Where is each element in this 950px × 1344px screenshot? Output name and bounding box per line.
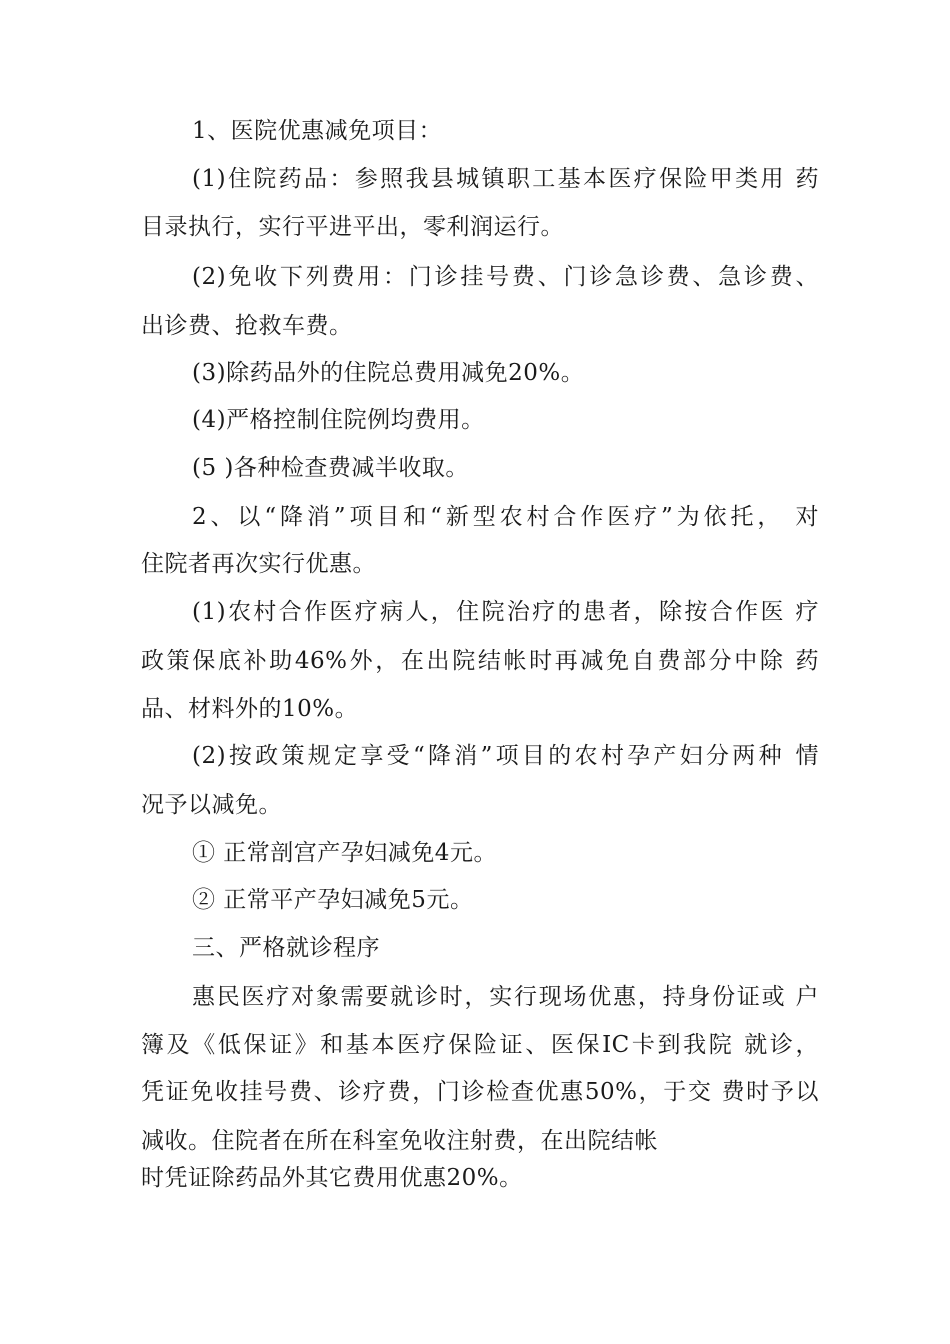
- paragraph-line: 住院者再次实行优惠。: [141, 551, 376, 577]
- paragraph-line: (3)除药品外的住院总费用减免20%。: [192, 360, 585, 386]
- paragraph-line: 品、材料外的10%。: [141, 696, 359, 722]
- paragraph-line: ① 正常剖宫产孕妇减免4元。: [192, 840, 497, 866]
- paragraph-line: 凭证免收挂号费、诊疗费，门诊检查优惠50%，于交 费时予以: [141, 1079, 819, 1105]
- paragraph-line: 政策保底补助46%外，在出院结帐时再减免自费部分中除 药: [141, 648, 819, 674]
- paragraph-line: (1)住院药品：参照我县城镇职工基本医疗保险甲类用 药: [192, 166, 819, 192]
- paragraph-line: (1)农村合作医疗病人，住院治疗的患者，除按合作医 疗: [192, 599, 819, 625]
- paragraph-line: 惠民医疗对象需要就诊时，实行现场优惠，持身份证或 户: [192, 984, 819, 1010]
- paragraph-line: (2)按政策规定享受“降消”项目的农村孕产妇分两种 情: [192, 743, 819, 769]
- paragraph-line: (5 )各种检查费减半收取。: [192, 455, 469, 481]
- paragraph-line: 况予以减免。: [141, 792, 282, 818]
- paragraph-line: 目录执行，实行平进平出，零利润运行。: [141, 214, 564, 240]
- paragraph-line: 出诊费、抢救车费。: [141, 313, 353, 339]
- paragraph-line: ② 正常平产孕妇减免5元。: [192, 887, 474, 913]
- section-heading-1: 1、医院优惠减免项目：: [192, 118, 443, 144]
- paragraph-line: 簿及《低保证》和基本医疗保险证、医保IC卡到我院 就诊，: [141, 1032, 819, 1058]
- section-heading-3: 三、严格就诊程序: [192, 935, 380, 961]
- paragraph-line: (2)免收下列费用：门诊挂号费、门诊急诊费、急诊费、: [192, 264, 819, 290]
- paragraph-line: 减收。住院者在所在科室免收注射费，在出院结帐: [141, 1128, 658, 1154]
- paragraph-line: (4)严格控制住院例均费用。: [192, 407, 485, 433]
- paragraph-line: 时凭证除药品外其它费用优惠20%。: [141, 1165, 523, 1191]
- paragraph-line: 2、以“降消”项目和“新型农村合作医疗”为依托， 对: [192, 504, 819, 530]
